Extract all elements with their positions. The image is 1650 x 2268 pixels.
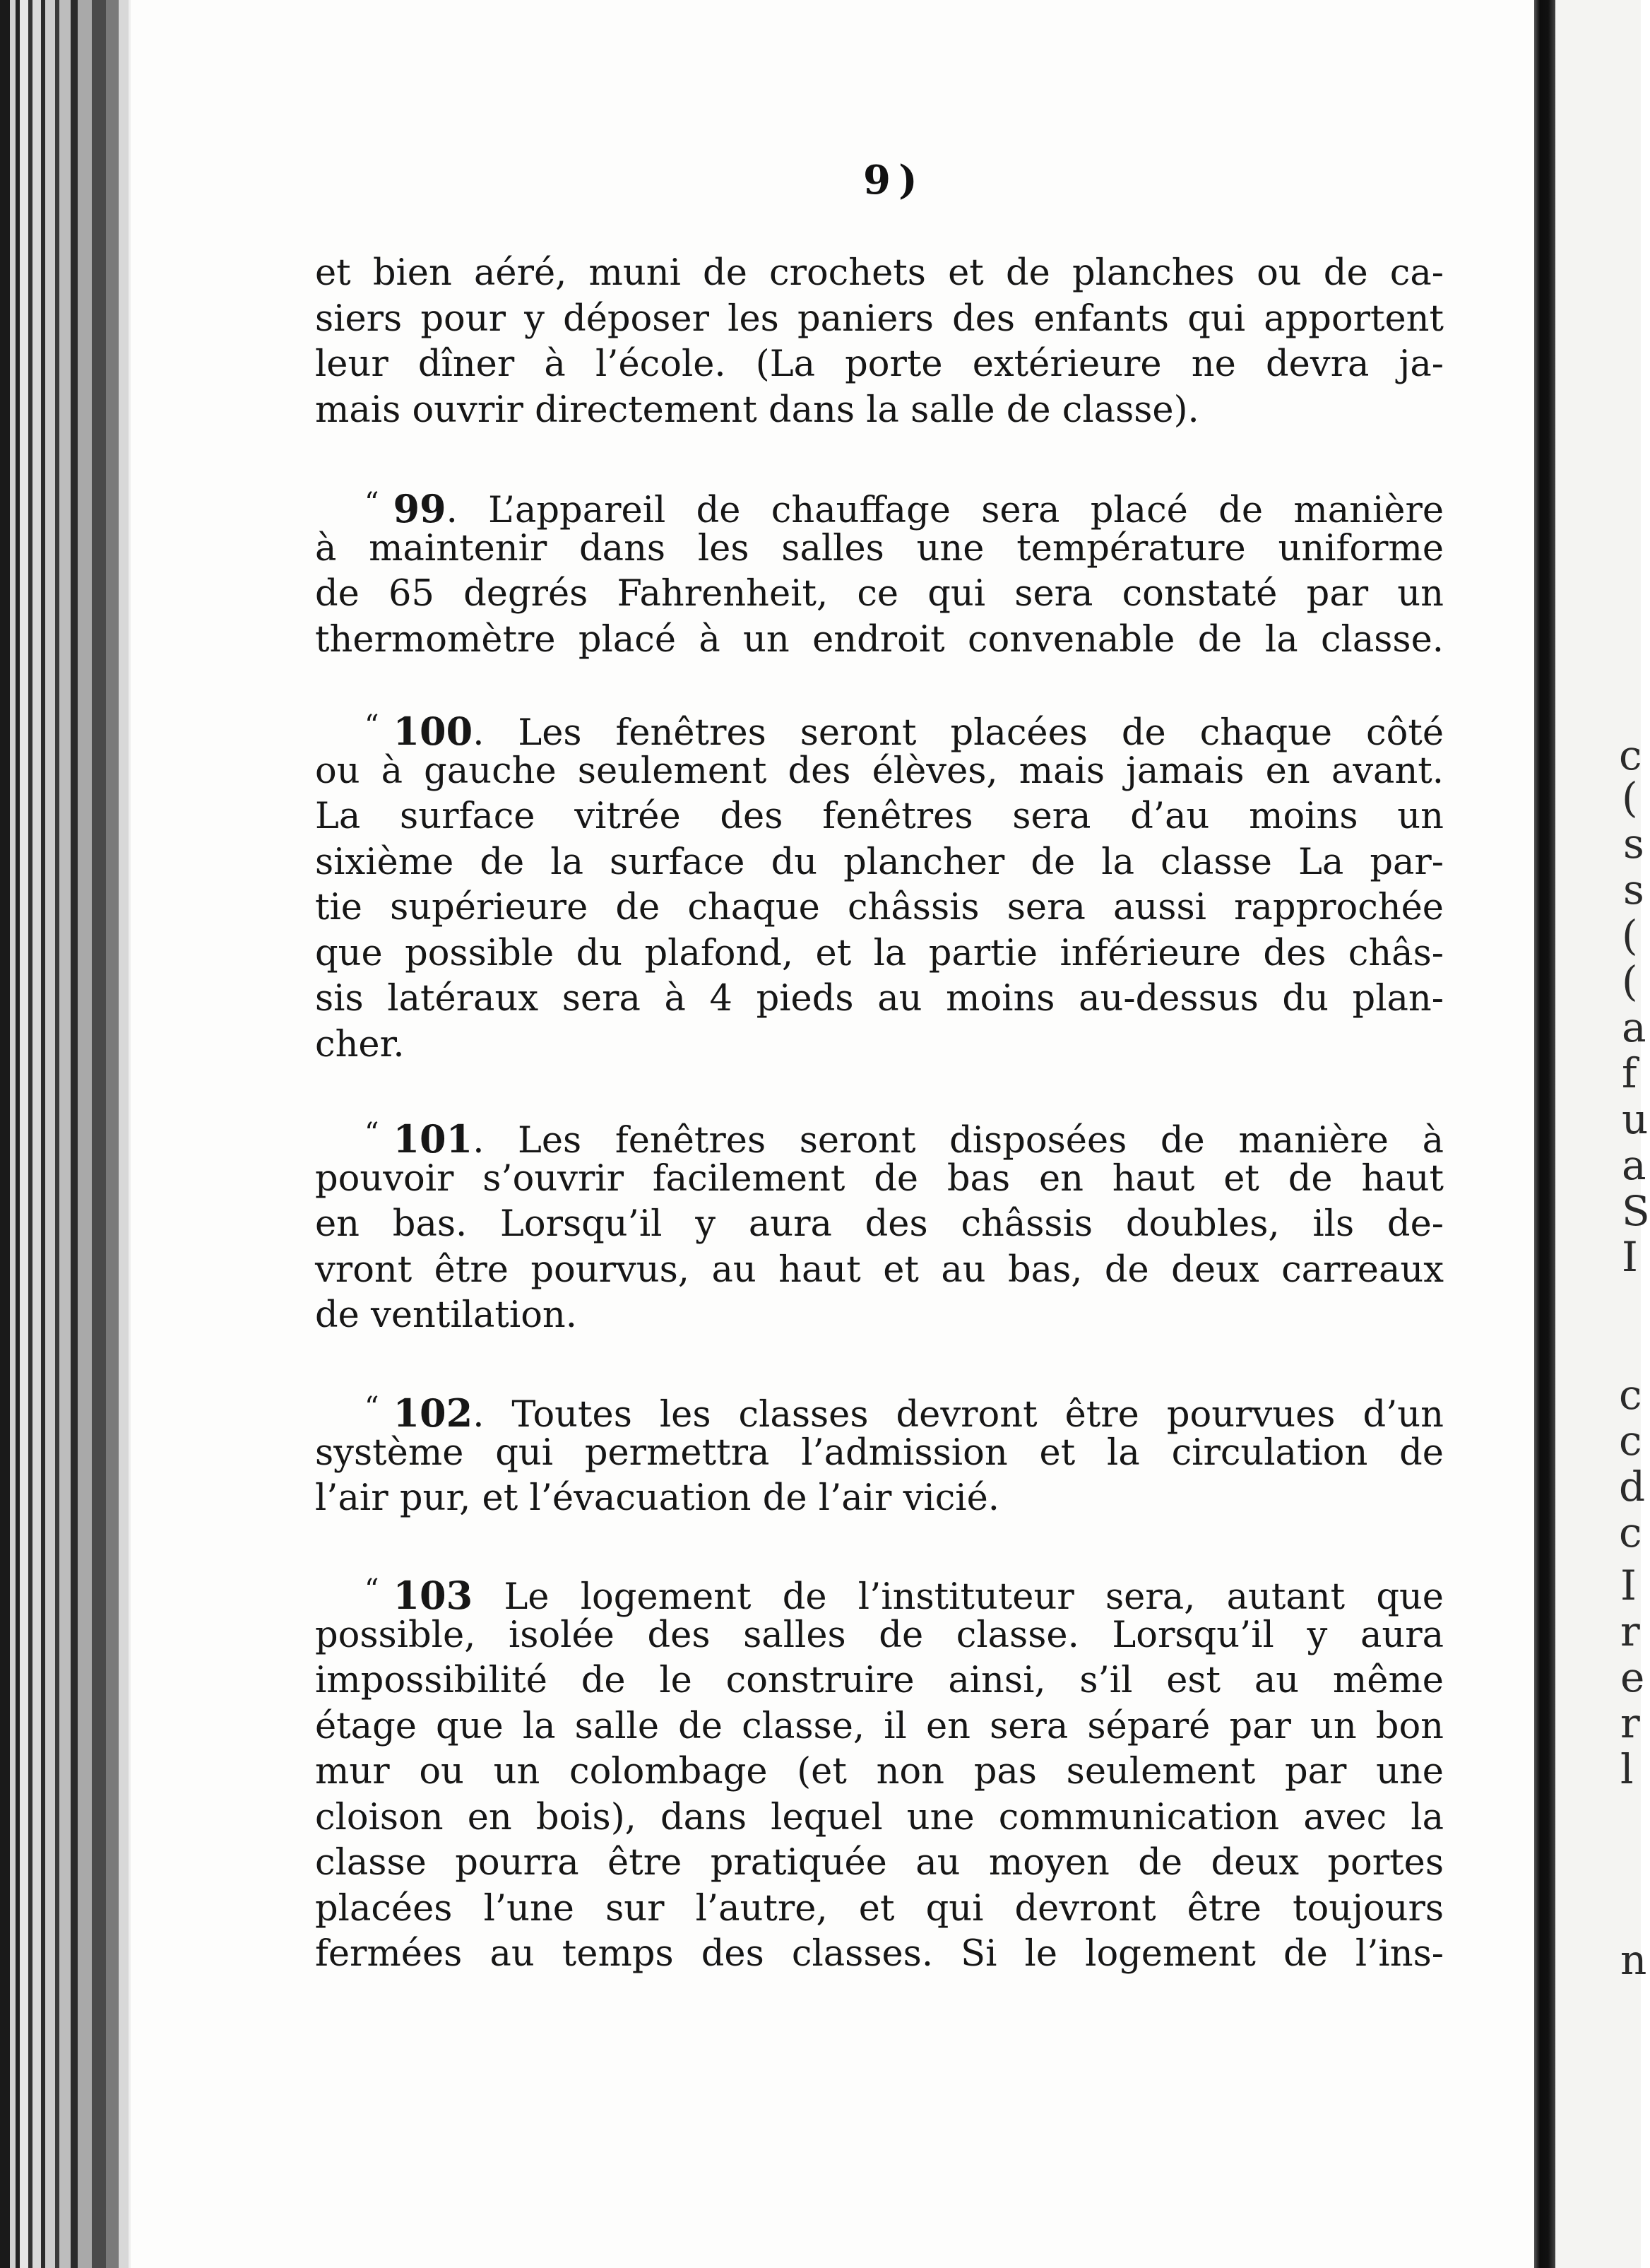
next-page-glyph: d bbox=[1619, 1463, 1646, 1511]
next-page-glyph: c bbox=[1619, 1508, 1642, 1557]
next-page-glyph: ( bbox=[1622, 774, 1638, 822]
article-number: 102 bbox=[393, 1390, 473, 1436]
text-line: que possible du plafond, et la partie inférieure des châs- bbox=[315, 932, 1444, 974]
text-line: l’air pur, et l’évacuation de l’air vicié. bbox=[315, 1477, 999, 1519]
opening-quote: “ bbox=[364, 709, 379, 742]
next-page-glyph: r bbox=[1620, 1607, 1640, 1655]
paragraph-intro bbox=[315, 251, 1444, 433]
text-line: vront être pourvus, au haut et au bas, de deux carreaux bbox=[315, 1248, 1444, 1291]
next-page-glyph: a bbox=[1622, 1003, 1646, 1051]
text-line: . Les fenêtres seront disposées de manière à bbox=[473, 1120, 1444, 1162]
next-page-glyph: u bbox=[1622, 1095, 1649, 1143]
next-page-glyph: l bbox=[1620, 1745, 1634, 1793]
text-line: de ventilation. bbox=[315, 1294, 577, 1336]
article-101 bbox=[315, 1111, 1444, 1339]
text-line: système qui permettra l’admission et la circulation de bbox=[315, 1431, 1444, 1474]
text-line: à maintenir dans les salles une température uniforme bbox=[315, 527, 1444, 569]
next-page-glyph: ( bbox=[1622, 911, 1638, 959]
next-page-glyph: c bbox=[1619, 731, 1642, 779]
text-line: et bien aéré, muni de crochets et de planches ou de ca- bbox=[315, 252, 1444, 294]
article-first-line bbox=[315, 480, 1444, 531]
article-first-line bbox=[315, 1385, 1444, 1436]
opening-quote: “ bbox=[364, 1573, 379, 1606]
next-page-glyph: I bbox=[1620, 1561, 1637, 1610]
next-page-glyph: n bbox=[1620, 1936, 1647, 1984]
text-line: . L’appareil de chauffage sera placé de manière bbox=[446, 490, 1444, 531]
page-number: 9 ) bbox=[863, 157, 918, 203]
text-line: mais ouvrir directement dans la salle de classe). bbox=[315, 389, 1199, 431]
article-103 bbox=[315, 1567, 1444, 1978]
book-gutter bbox=[1534, 0, 1555, 2268]
text-line: thermomètre placé à un endroit convenable de la classe. bbox=[315, 618, 1444, 661]
text-line: en bas. Lorsqu’il y aura des châssis doubles, ils de- bbox=[315, 1203, 1444, 1245]
article-number: 99 bbox=[393, 486, 446, 531]
text-line: siers pour y déposer les paniers des enfants qui apportent bbox=[315, 297, 1444, 340]
article-99 bbox=[315, 480, 1444, 663]
next-page-glyph: ( bbox=[1622, 957, 1638, 1005]
article-100 bbox=[315, 703, 1444, 1068]
article-first-line bbox=[315, 1567, 1444, 1618]
text-line: placées l’une sur l’autre, et qui devront être toujours bbox=[315, 1887, 1444, 1930]
next-page-glyph: r bbox=[1620, 1699, 1640, 1747]
article-number: 100 bbox=[393, 709, 473, 754]
text-line: tie supérieure de chaque châssis sera aussi rapprochée bbox=[315, 887, 1444, 928]
article-number: 103 bbox=[393, 1573, 473, 1618]
next-page-glyph: S bbox=[1622, 1187, 1650, 1235]
text-line: sixième de la surface du plancher de la classe La par- bbox=[315, 841, 1444, 883]
text-line: possible, isolée des salles de classe. Lorsqu’il y aura bbox=[315, 1614, 1444, 1656]
opening-quote: “ bbox=[364, 1391, 379, 1424]
opening-quote: “ bbox=[364, 487, 379, 519]
text-line: fermées au temps des classes. Si le logement de l’ins- bbox=[315, 1933, 1444, 1975]
book-left-edge bbox=[0, 0, 141, 2268]
text-line: leur dîner à l’école. (La porte extérieure ne devra ja- bbox=[315, 343, 1444, 385]
next-page-glyph: s bbox=[1623, 866, 1644, 914]
text-line: . Toutes les classes devront être pourvues d’un bbox=[473, 1394, 1444, 1436]
article-number: 101 bbox=[393, 1116, 473, 1162]
text-line: ou à gauche seulement des élèves, mais jamais en avant. bbox=[315, 750, 1444, 792]
next-page-glyph: f bbox=[1622, 1049, 1637, 1097]
text-line: étage que la salle de classe, il en sera séparé par un bon bbox=[315, 1705, 1444, 1747]
article-102 bbox=[315, 1385, 1444, 1522]
text-line: Le logement de l’instituteur sera, autant que bbox=[473, 1576, 1444, 1618]
next-page-glyph: s bbox=[1623, 820, 1644, 868]
text-line: sis latéraux sera à 4 pieds au moins au-dessus du plan- bbox=[315, 978, 1444, 1020]
text-line: . Les fenêtres seront placées de chaque côté bbox=[473, 712, 1444, 754]
text-line: de 65 degrés Fahrenheit, ce qui sera constaté par un bbox=[315, 573, 1444, 615]
text-line: cloison en bois), dans lequel une communication avec la bbox=[315, 1796, 1444, 1838]
next-page-glyph: a bbox=[1622, 1141, 1646, 1189]
next-page-glyph: e bbox=[1620, 1653, 1645, 1701]
text-line: cher. bbox=[315, 1023, 405, 1065]
opening-quote: “ bbox=[364, 1117, 379, 1150]
article-first-line bbox=[315, 1111, 1444, 1162]
text-line: mur ou un colombage (et non pas seulement par une bbox=[315, 1751, 1444, 1792]
text-line: impossibilité de le construire ainsi, s’il est au même bbox=[315, 1660, 1444, 1701]
next-page-glyph: c bbox=[1619, 1371, 1642, 1419]
next-page-glyph: c bbox=[1619, 1417, 1642, 1465]
text-line: classe pourra être pratiquée au moyen de deux portes bbox=[315, 1842, 1444, 1884]
text-line: pouvoir s’ouvrir facilement de bas en haut et de haut bbox=[315, 1157, 1444, 1200]
next-page-glyph: I bbox=[1622, 1233, 1638, 1281]
article-first-line bbox=[315, 703, 1444, 754]
text-line: La surface vitrée des fenêtres sera d’au moins un bbox=[315, 796, 1444, 837]
